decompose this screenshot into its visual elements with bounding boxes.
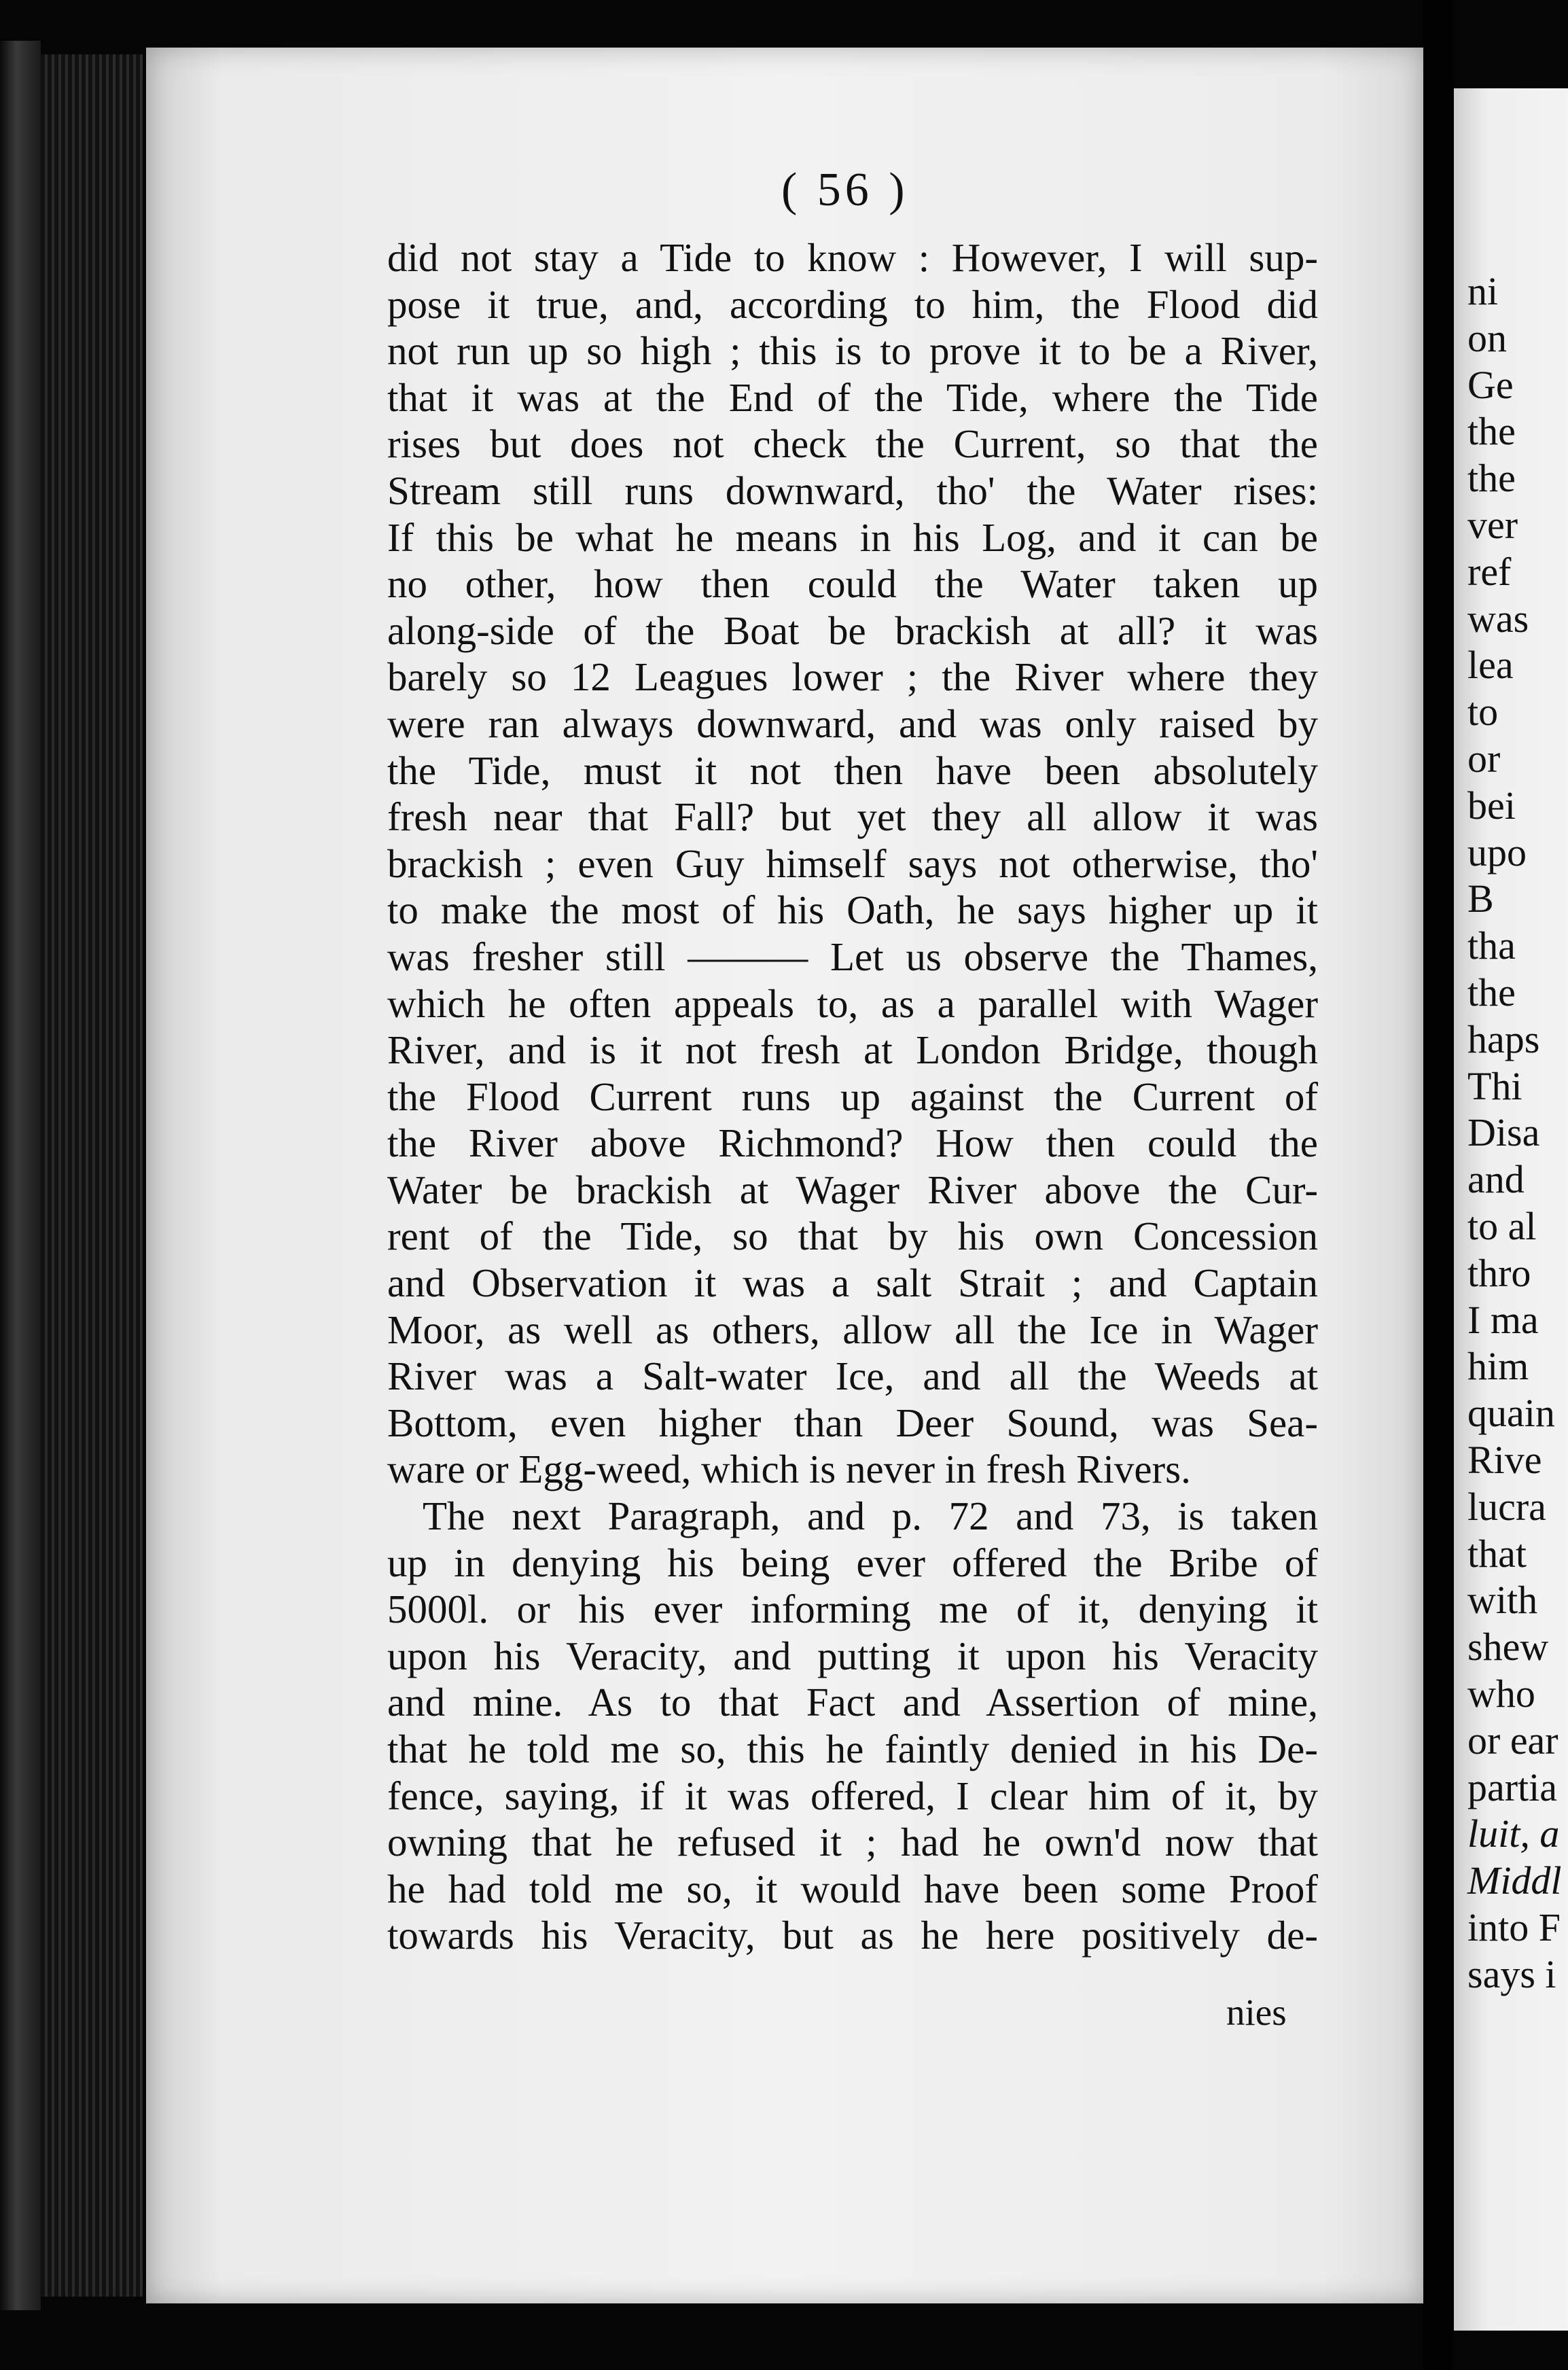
text-line: to make the most of his Oath, he says higher up it bbox=[387, 887, 1318, 933]
facing-fragment: to bbox=[1467, 690, 1499, 735]
facing-fragment: ver bbox=[1467, 502, 1518, 547]
text-line: that he told me so, this he faintly denied in his De- bbox=[387, 1727, 1318, 1771]
facing-fragment: with bbox=[1467, 1578, 1538, 1623]
facing-fragment: quain bbox=[1467, 1391, 1555, 1436]
page-body-text bbox=[387, 234, 1318, 1959]
facing-fragment: Disa bbox=[1467, 1110, 1540, 1155]
facing-fragment: tha bbox=[1467, 923, 1516, 968]
text-line: the River above Richmond? How then could the bbox=[387, 1120, 1318, 1166]
page-edges bbox=[41, 54, 143, 2297]
paragraph-start-line: The next Paragraph, and p. 72 and 73, is taken bbox=[423, 1493, 1318, 1539]
text-line: he had told me so, it would have been some Proof bbox=[387, 1866, 1318, 1911]
facing-fragment: that bbox=[1467, 1531, 1527, 1576]
facing-fragment: ni bbox=[1467, 269, 1499, 313]
facing-fragment: partia bbox=[1467, 1765, 1558, 1809]
text-line: not run up so high ; this is to prove it to be a River, bbox=[387, 328, 1318, 374]
facing-fragment: on bbox=[1467, 315, 1507, 360]
text-line: 5000l. or his ever informing me of it, denying it bbox=[387, 1587, 1318, 1632]
text-line: River, and is it not fresh at London Bridge, though bbox=[387, 1027, 1318, 1073]
facing-fragment: who bbox=[1467, 1671, 1535, 1716]
text-line: ware or Egg-weed, which is never in fresh Rivers. bbox=[387, 1447, 1191, 1492]
catchword: nies bbox=[1226, 1992, 1287, 2033]
facing-fragment: into F bbox=[1467, 1905, 1561, 1949]
facing-fragment: says i bbox=[1467, 1951, 1556, 1996]
facing-fragment: Middl bbox=[1467, 1858, 1562, 1903]
text-line: and Observation it was a salt Strait ; and Captain bbox=[387, 1260, 1318, 1306]
facing-fragment: him bbox=[1467, 1344, 1529, 1389]
facing-fragment: the bbox=[1467, 970, 1516, 1014]
text-line: brackish ; even Guy himself says not otherwise, tho' bbox=[387, 841, 1318, 886]
facing-fragment: ref bbox=[1467, 549, 1512, 594]
text-line: Bottom, even higher than Deer Sound, was Sea- bbox=[387, 1400, 1318, 1445]
text-line: was fresher still ——— Let us observe the Thames, bbox=[387, 934, 1318, 979]
text-line: pose it true, and, according to him, the Flood did bbox=[387, 281, 1318, 327]
facing-fragment: was bbox=[1467, 596, 1529, 641]
facing-fragment: upo bbox=[1467, 830, 1527, 874]
text-line: the Flood Current runs up against the Current of bbox=[387, 1074, 1318, 1119]
text-line: towards his Veracity, but as he here positively de- bbox=[387, 1913, 1318, 1958]
page-number: ( 56 ) bbox=[781, 164, 909, 216]
facing-fragment: or ear bbox=[1467, 1718, 1558, 1763]
facing-fragment: the bbox=[1467, 456, 1516, 501]
text-line: up in denying his being ever offered the Bribe of bbox=[387, 1540, 1318, 1585]
text-line: fence, saying, if it was offered, I clear him of it, by bbox=[387, 1773, 1318, 1818]
text-line: and mine. As to that Fact and Assertion of mine, bbox=[387, 1680, 1318, 1725]
facing-fragment: lea bbox=[1467, 643, 1514, 688]
facing-fragment: and bbox=[1467, 1157, 1525, 1202]
text-line: no other, how then could the Water taken up bbox=[387, 561, 1318, 607]
facing-fragment: bei bbox=[1467, 783, 1516, 828]
text-line: barely so 12 Leagues lower ; the River where they bbox=[387, 654, 1318, 700]
text-line: were ran always downward, and was only raised by bbox=[387, 701, 1318, 746]
facing-fragment: B bbox=[1467, 877, 1494, 921]
facing-fragment: to al bbox=[1467, 1203, 1537, 1248]
text-line: If this be what he means in his Log, and it can be bbox=[387, 514, 1318, 560]
facing-fragment: thro bbox=[1467, 1250, 1531, 1295]
facing-fragment: or bbox=[1467, 736, 1501, 781]
text-line: Moor, as well as others, allow all the Ice in Wager bbox=[387, 1307, 1318, 1352]
text-line: River was a Salt-water Ice, and all the Weeds at bbox=[387, 1354, 1318, 1399]
facing-fragment: Ge bbox=[1467, 362, 1514, 407]
facing-fragment: haps bbox=[1467, 1016, 1540, 1061]
text-line: fresh near that Fall? but yet they all allow it was bbox=[387, 794, 1318, 840]
text-line: did not stay a Tide to know : However, I will sup- bbox=[387, 235, 1318, 280]
text-line: that it was at the End of the Tide, where the Tide bbox=[387, 374, 1318, 420]
page-gutter bbox=[1423, 0, 1454, 2370]
text-line: owning that he refused it ; had he own'd now that bbox=[387, 1820, 1318, 1865]
facing-fragment: I ma bbox=[1467, 1297, 1539, 1342]
text-line: rises but does not check the Current, so that the bbox=[387, 421, 1318, 467]
text-line: the Tide, must it not then have been absolutely bbox=[387, 747, 1318, 793]
text-line: Water be brackish at Wager River above the Cur- bbox=[387, 1167, 1318, 1212]
text-line: Stream still runs downward, tho' the Water rises: bbox=[387, 467, 1318, 513]
facing-fragment: shew bbox=[1467, 1625, 1549, 1669]
facing-fragment: Rive bbox=[1467, 1437, 1542, 1482]
text-line: rent of the Tide, so that by his own Concession bbox=[387, 1214, 1318, 1259]
text-line: along-side of the Boat be brackish at all? it was bbox=[387, 607, 1318, 653]
facing-fragment: Thi bbox=[1467, 1063, 1522, 1108]
book-spine bbox=[0, 41, 41, 2310]
facing-fragment: the bbox=[1467, 409, 1516, 454]
facing-page-text bbox=[1467, 268, 1562, 1998]
text-line: which he often appeals to, as a parallel with Wager bbox=[387, 980, 1318, 1026]
text-line: upon his Veracity, and putting it upon his Veracity bbox=[387, 1633, 1318, 1678]
facing-fragment: lucra bbox=[1467, 1484, 1546, 1529]
facing-fragment: luit, a bbox=[1467, 1811, 1560, 1856]
